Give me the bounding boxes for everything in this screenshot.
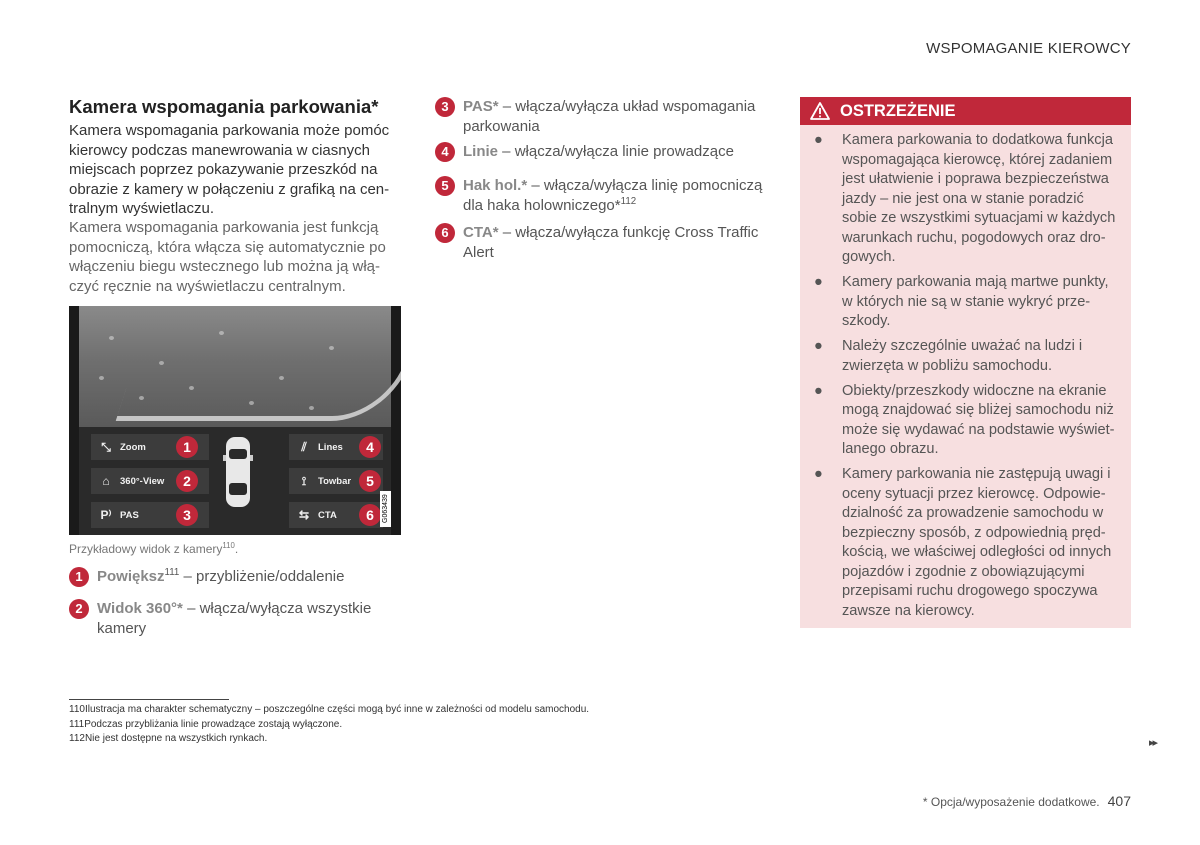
list-item bbox=[435, 176, 765, 215]
caption-footnote-ref: 110 bbox=[222, 541, 235, 550]
warning-line: zwierzęta w pobliżu samochodu. bbox=[842, 357, 1053, 374]
list-item bbox=[69, 599, 389, 638]
footnote-112 bbox=[69, 733, 267, 744]
guide-lines-icon: ⫽ bbox=[301, 439, 307, 454]
callout-1: 1 bbox=[176, 436, 198, 458]
bullet: ● bbox=[814, 382, 823, 399]
warning-item bbox=[812, 465, 1121, 621]
warning-item bbox=[812, 337, 1121, 376]
image-code: G063439 bbox=[380, 491, 391, 527]
callout-4: 4 bbox=[359, 436, 381, 458]
intro-line: kierowcy podczas manewrowania w ciasnych bbox=[69, 141, 370, 159]
item-number-badge: 6 bbox=[435, 223, 455, 243]
item-term: Hak hol.* bbox=[463, 177, 528, 194]
towbar-icon: ⟟ bbox=[301, 473, 307, 488]
body-line: pomocniczą, która włącza się automatycznie po bbox=[69, 238, 386, 256]
list-item bbox=[69, 567, 389, 587]
intro-line: obrazie z kamery w połączeniu z grafiką na cen- bbox=[69, 180, 390, 198]
list-item bbox=[435, 97, 765, 136]
running-header: WSPOMAGANIE KIEROWCY bbox=[926, 40, 1131, 57]
footnote-text: Nie jest dostępne na wszystkich rynkach. bbox=[84, 733, 268, 744]
caption-end: . bbox=[234, 542, 239, 556]
warning-line: Kamery parkowania nie zastępują uwagi i bbox=[842, 466, 1111, 482]
warning-list bbox=[800, 125, 1131, 621]
warning-item bbox=[812, 382, 1121, 460]
parking-sensor-icon: P⁾ bbox=[100, 508, 112, 522]
warning-line: warunkach ruchu, pogodowych oraz dro- bbox=[842, 229, 1106, 246]
cross-traffic-icon: ⇆ bbox=[298, 508, 310, 522]
body-line: Kamera wspomagania parkowania jest funkcją bbox=[69, 219, 379, 236]
intro-line: miejscach poprzez pokazywanie przeszkód na bbox=[69, 161, 378, 179]
list-item bbox=[435, 142, 765, 162]
body-line: włączeniu biegu wstecznego lub można ją włą- bbox=[69, 258, 381, 276]
page-number: 407 bbox=[1107, 793, 1131, 809]
item-number-badge: 2 bbox=[69, 599, 89, 619]
list-item bbox=[435, 223, 765, 262]
warning-line: kością, we właściwej odległości od innych bbox=[842, 544, 1112, 560]
item-desc: – przybliżenie/oddalenie bbox=[179, 568, 345, 585]
warning-line: przepisami ruchu drogowego spoczywa bbox=[842, 583, 1098, 599]
footnote-number: 110 bbox=[69, 704, 85, 715]
item-term: Powiększ bbox=[97, 568, 165, 585]
car-360-icon: ⌂ bbox=[102, 474, 110, 488]
item-number-badge: 1 bbox=[69, 567, 89, 587]
callout-2: 2 bbox=[176, 470, 198, 492]
warning-line: szkody. bbox=[842, 313, 891, 329]
warning-line: Obiekty/przeszkody widoczne na ekranie bbox=[842, 382, 1107, 399]
item-number-badge: 4 bbox=[435, 142, 455, 162]
bullet: ● bbox=[814, 132, 823, 148]
footnote-number: 111 bbox=[69, 719, 85, 730]
zoom-label: Zoom bbox=[120, 441, 146, 453]
body-paragraph bbox=[69, 218, 409, 296]
section-title: Kamera wspomagania parkowania* bbox=[69, 96, 379, 117]
warning-line: mogą znajdować się bliżej samochodu niż bbox=[842, 402, 1114, 418]
item-desc: – włącza/wyłącza linię pomocniczą dla haka holowniczego* bbox=[463, 177, 763, 214]
intro-line: tralnym wyświetlaczu. bbox=[69, 200, 215, 218]
intro-paragraph bbox=[69, 121, 409, 219]
warning-line: w których nie są w stanie wykryć prze- bbox=[842, 293, 1091, 310]
item-term: PAS* bbox=[463, 98, 499, 115]
camera-control-panel bbox=[79, 427, 391, 535]
footnote-111 bbox=[69, 719, 342, 730]
footnote-110 bbox=[69, 704, 589, 715]
warning-line: Kamery parkowania mają martwe punkty, bbox=[842, 274, 1109, 290]
caption-text: Przykładowy widok z kamery bbox=[69, 542, 223, 556]
camera-view-figure bbox=[69, 306, 401, 535]
warning-line: pojazdów i zgodnie z obowiązującymi bbox=[842, 563, 1085, 580]
item-term: Widok 360°* bbox=[97, 600, 183, 617]
warning-line: dzialność za prowadzenie samochodu w bbox=[842, 505, 1104, 521]
towbar-label: Towbar bbox=[318, 475, 352, 487]
item-desc: – włącza/wyłącza linie prowadzące bbox=[498, 143, 734, 160]
warning-line: Kamera parkowania to dodatkowa funkcja bbox=[842, 132, 1113, 148]
warning-line: oceny sytuacji przez kierowcę. Odpowie- bbox=[842, 485, 1106, 502]
warning-title: OSTRZEŻENIE bbox=[840, 101, 956, 120]
callout-3: 3 bbox=[176, 504, 198, 526]
item-desc: – włącza/wyłącza układ wspomagania parkowania bbox=[463, 98, 756, 135]
item-term: CTA* bbox=[463, 224, 499, 241]
warning-triangle-icon bbox=[800, 102, 840, 120]
footnote-divider bbox=[69, 699, 229, 700]
warning-item bbox=[812, 273, 1121, 332]
item-desc: – włącza/wyłącza wszystkie kamery bbox=[97, 600, 372, 637]
warning-line: wspomagająca kierowcę, której zadaniem bbox=[842, 151, 1113, 168]
warning-line: gowych. bbox=[842, 249, 896, 265]
bullet: ● bbox=[814, 274, 823, 290]
callout-5: 5 bbox=[359, 470, 381, 492]
warning-line: lanego obrazu. bbox=[842, 441, 939, 457]
warning-box bbox=[800, 97, 1131, 628]
item-number-badge: 3 bbox=[435, 97, 455, 117]
option-note: * Opcja/wyposażenie dodatkowe. bbox=[922, 795, 1100, 809]
item-footnote-ref: 111 bbox=[164, 567, 180, 578]
lines-label: Lines bbox=[318, 441, 343, 453]
item-number-badge: 5 bbox=[435, 176, 455, 196]
item-term: Linie bbox=[463, 143, 499, 160]
warning-line: Należy szczególnie uważać na ludzi i bbox=[842, 338, 1083, 354]
warning-header bbox=[800, 97, 1131, 125]
footnote-number: 112 bbox=[69, 733, 85, 744]
continue-arrows-icon: ▸▸ bbox=[1149, 737, 1157, 749]
item-footnote-ref: 112 bbox=[620, 195, 637, 207]
warning-line: sobie ze wszystkimi sytuacjami w każdych bbox=[842, 210, 1116, 226]
view-360-label: 360°-View bbox=[120, 475, 165, 487]
zoom-arrows-icon: ⤡ bbox=[101, 439, 111, 454]
footer bbox=[923, 793, 1131, 809]
callout-6: 6 bbox=[359, 504, 381, 526]
footnote-text: Podczas przybliżania linie prowadzące zostają wyłączone. bbox=[84, 719, 343, 730]
footnote-text: Ilustracja ma charakter schematyczny – poszczególne części mogą być inne w zależności od modelu samochodu. bbox=[84, 704, 590, 715]
bullet: ● bbox=[814, 466, 823, 482]
intro-line: Kamera wspomagania parkowania może pomóc bbox=[69, 122, 390, 139]
pas-label: PAS bbox=[120, 509, 139, 521]
warning-line: zawsze na kierowcy. bbox=[842, 602, 975, 619]
warning-line: jazdy – nie jest ona w stanie poradzić bbox=[842, 190, 1084, 207]
warning-item bbox=[812, 131, 1121, 268]
camera-feed bbox=[79, 306, 391, 427]
body-line: czyć ręcznie na wyświetlaczu centralnym. bbox=[69, 277, 346, 295]
car-top-view-icon bbox=[223, 435, 253, 509]
parking-guide-line bbox=[116, 326, 401, 421]
bullet: ● bbox=[814, 338, 823, 354]
cta-label: CTA bbox=[318, 509, 337, 521]
warning-line: bezpieczny sposób, z odpowiednią pręd- bbox=[842, 524, 1106, 541]
warning-line: jest ułatwienie i poprawa bezpieczeństwa bbox=[842, 171, 1109, 187]
figure-caption bbox=[69, 542, 238, 556]
item-desc: – włącza/wyłącza funkcję Cross Traffic Alert bbox=[463, 224, 759, 261]
warning-line: może się wydawać na podstawie wyświet- bbox=[842, 421, 1115, 438]
